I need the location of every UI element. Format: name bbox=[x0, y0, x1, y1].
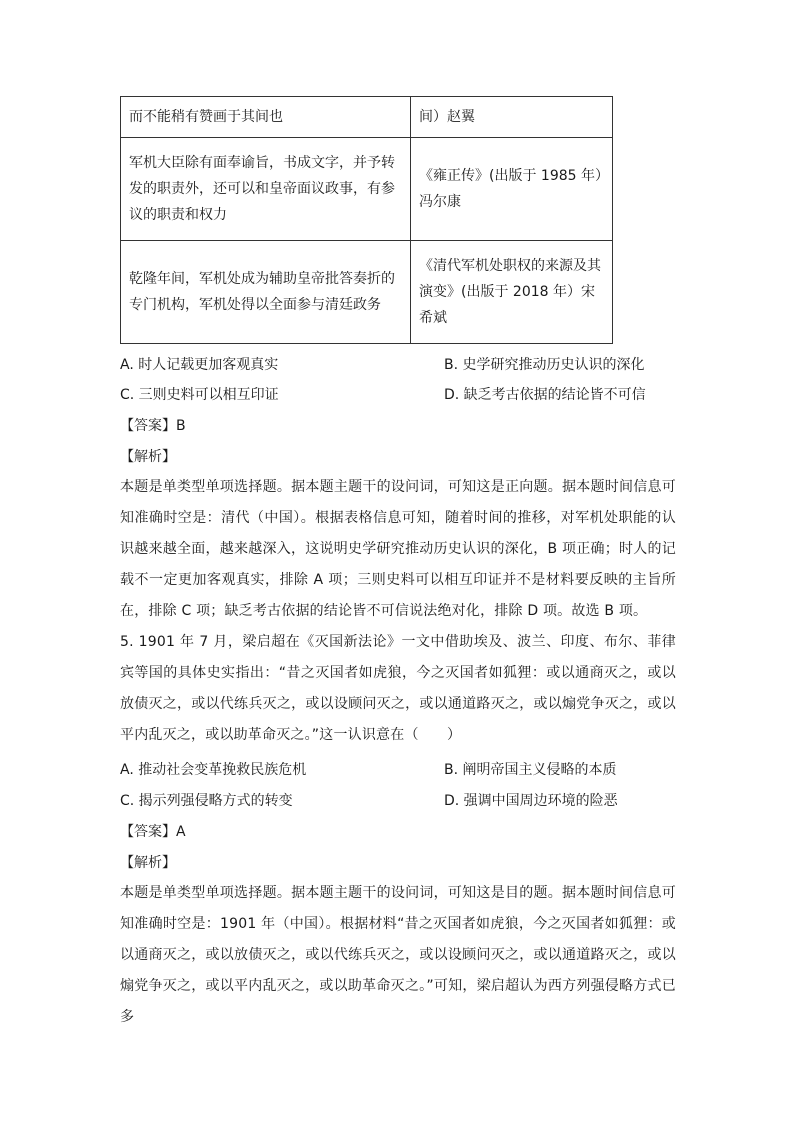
table-cell-content: 而不能稍有赞画于其间也 bbox=[121, 97, 411, 138]
q4-option-c[interactable]: C. 三则史料可以相互印证 bbox=[120, 387, 279, 403]
q4-option-b[interactable]: B. 史学研究推动历史认识的深化 bbox=[444, 357, 645, 373]
q5-analysis-text: 本题是单类型单项选择题。据本题主题干的设问词，可知这是目的题。据本题时间信息可知准确时空是：1901 年（中国）。根据材料“昔之灭国者如虎狼，今之灭国者如狐狸：或以通商灭之，或以放债灭之，或以代练兵灭之，或以设顾问灭之，或以通道路灭之，或以煽党争灭之，或以平内乱灭之，或以助革命灭之。”可知，梁启超认为西方列强侵略方式已多 bbox=[120, 885, 676, 1025]
table-cell-content: 军机大臣除有面奉谕旨，书成文字，并予转发的职责外，还可以和皇帝面议政事，有参议的职责和权力 bbox=[121, 138, 411, 241]
q4-analysis-text: 本题是单类型单项选择题。据本题主题干的设问词，可知这是正向题。据本题时间信息可知准确时空是：清代（中国）。根据表格信息可知，随着时间的推移，对军机处职能的认识越来越全面，越来越深入，这说明史学研究推动历史认识的深化，B 项正确；时人的记载不一定更加客观真实，排除 A 项；三则史料可以相互印证并不是材料要反映的主旨所在，排除 C 项；缺乏考古依据的结论皆不可信说法绝对化，排除 D 项。故选 B 项。 bbox=[120, 479, 676, 619]
source-table bbox=[120, 96, 613, 344]
table-cell-source: 《清代军机处职权的来源及其演变》(出版于 2018 年）宋希斌 bbox=[411, 241, 613, 344]
q4-option-a[interactable]: A. 时人记载更加客观真实 bbox=[120, 357, 279, 373]
q4-answer: 【答案】B bbox=[120, 418, 186, 434]
q5-option-b[interactable]: B. 阐明帝国主义侵略的本质 bbox=[444, 762, 617, 778]
q5-analysis-label: 【解析】 bbox=[120, 855, 176, 871]
table-row bbox=[121, 241, 613, 344]
table-cell-content: 乾隆年间，军机处成为辅助皇帝批答奏折的专门机构，军机处得以全面参与清廷政务 bbox=[121, 241, 411, 344]
q4-option-d[interactable]: D. 缺乏考古依据的结论皆不可信 bbox=[444, 387, 646, 403]
q5-options-row-2 bbox=[120, 790, 680, 812]
q5-answer: 【答案】A bbox=[120, 824, 186, 840]
table-cell-source: 《雍正传》(出版于 1985 年）冯尔康 bbox=[411, 138, 613, 241]
q5-option-c[interactable]: C. 揭示列强侵略方式的转变 bbox=[120, 793, 293, 809]
q4-options-row-1 bbox=[120, 354, 680, 376]
q5-option-a[interactable]: A. 推动社会变革挽救民族危机 bbox=[120, 762, 307, 778]
table-row bbox=[121, 97, 613, 138]
q4-options-row-2 bbox=[120, 384, 680, 406]
q5-stem: 5. 1901 年 7 月，梁启超在《灭国新法论》一文中借助埃及、波兰、印度、布尔、菲律宾等国的具体史实指出：“昔之灭国者如虎狼，今之灭国者如狐狸：或以通商灭之，或以放债灭之，或以代练兵灭之，或以设顾问灭之，或以通道路灭之，或以煽党争灭之，或以平内乱灭之，或以助革命灭之。”这一认识意在（ ） bbox=[120, 634, 676, 743]
q5-option-d[interactable]: D. 强调中国周边环境的险恶 bbox=[444, 793, 618, 809]
q4-analysis-label: 【解析】 bbox=[120, 449, 176, 465]
q5-options-row-1 bbox=[120, 759, 680, 781]
table-row bbox=[121, 138, 613, 241]
table-cell-source: 间）赵翼 bbox=[411, 97, 613, 138]
